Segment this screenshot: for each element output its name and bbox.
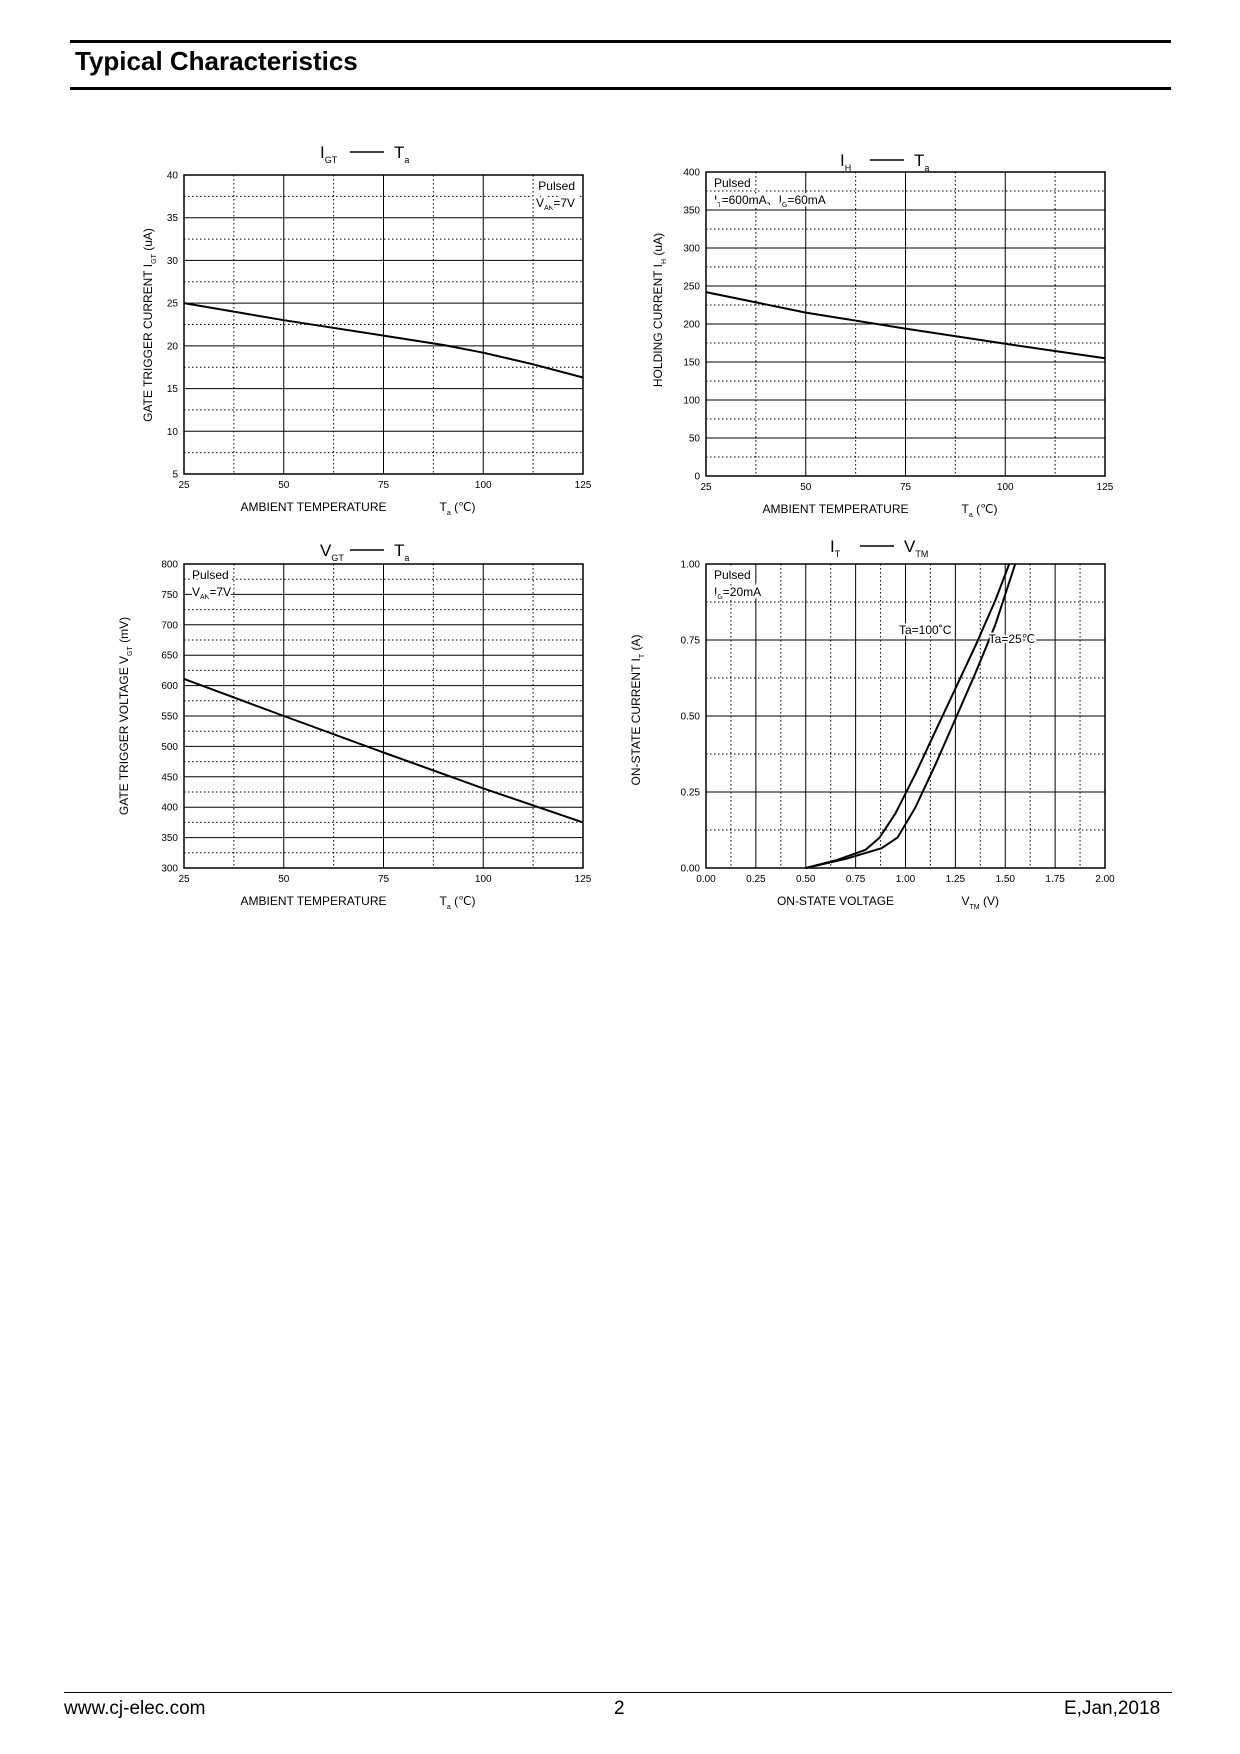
chart-title: $I_H$ [840, 151, 852, 173]
y-tick-label: 750 [161, 589, 178, 601]
annotation-line: $I_T=600mA$、$I_G=60mA$ [714, 193, 826, 209]
y-tick-label: 700 [161, 620, 178, 632]
y-tick-label: 15 [166, 384, 178, 396]
y-tick-label: 150 [683, 357, 700, 369]
x-tick-label: 1.50 [995, 874, 1015, 885]
annotation-line: Pulsed [538, 179, 575, 193]
y-tick-label: 0.00 [680, 863, 700, 875]
y-tick-label: 50 [688, 433, 700, 445]
x-tick-label: 75 [377, 480, 390, 491]
annotation-line: $V_{AK}=7V$ [535, 196, 575, 212]
footer-revision: E,Jan,2018 [1064, 1698, 1161, 1719]
page-title: Typical Characteristics [75, 46, 358, 76]
x-tick-label: 75 [377, 874, 390, 885]
y-tick-label: 350 [683, 205, 700, 217]
x-tick-label: 1.75 [1045, 874, 1065, 885]
y-tick-label: 250 [683, 281, 700, 293]
y-tick-label: 650 [161, 650, 178, 662]
chart-igt [141, 143, 592, 517]
y-axis-label: GATE TRIGGER VOLTAGE $V_{GT}$ (mV) [117, 616, 134, 816]
y-tick-label: 20 [166, 341, 178, 353]
series-label: Ta=100˚C [899, 622, 952, 637]
y-tick-label: 600 [161, 681, 178, 693]
y-tick-label: 200 [683, 319, 700, 331]
y-tick-label: 300 [683, 243, 700, 255]
annotation-line: $V_{AK}=7V$ [192, 585, 232, 601]
x-tick-label: 50 [278, 874, 290, 885]
x-tick-label: 1.00 [895, 874, 916, 885]
chart-ih [651, 151, 1114, 519]
y-axis-label: ON-STATE CURRENT $I_T$ (A) [629, 634, 646, 786]
x-tick-label: 0.00 [696, 874, 716, 885]
y-tick-label: 0 [694, 471, 700, 483]
x-axis-symbol: $V_{TM}$ (V) [961, 894, 999, 911]
chart-it-vtm [629, 537, 1115, 911]
y-tick-label: 450 [161, 772, 178, 784]
y-tick-label: 30 [166, 255, 178, 267]
x-tick-label: 25 [700, 482, 712, 493]
x-tick-label: 100 [996, 482, 1014, 493]
x-axis-label: AMBIENT TEMPERATURE [240, 894, 387, 908]
chart-title: $V_{GT}$ [320, 541, 344, 563]
y-tick-label: 5 [172, 469, 178, 481]
x-tick-label: 25 [178, 480, 190, 491]
y-tick-label: 400 [683, 167, 700, 179]
chart-vgt [117, 541, 592, 911]
y-axis-label: GATE TRIGGER CURRENT $I_{GT}$ (uA) [141, 228, 158, 422]
x-axis-label: AMBIENT TEMPERATURE [240, 500, 387, 514]
x-tick-label: 0.75 [845, 874, 866, 885]
y-tick-label: 550 [161, 711, 178, 723]
y-tick-label: 500 [161, 741, 178, 753]
series-label: Ta=25℃ [988, 632, 1036, 647]
x-tick-label: 2.00 [1095, 874, 1115, 885]
annotation-line: Pulsed [714, 568, 751, 582]
annotation-line: Pulsed [714, 176, 751, 190]
x-tick-label: 125 [574, 480, 592, 491]
annotation-line: $I_G=20mA$ [714, 585, 762, 601]
y-tick-label: 100 [683, 395, 700, 407]
chart-title-vs: $V_{TM}$ [904, 537, 929, 559]
chart-title: $I_T$ [830, 537, 841, 559]
y-tick-label: 0.75 [680, 635, 700, 647]
x-tick-label: 1.25 [945, 874, 966, 885]
y-axis-label: HOLDING CURRENT $I_H$ (uA) [651, 232, 668, 388]
x-axis-symbol: $T_a$ (℃) [439, 894, 476, 911]
y-tick-label: 400 [161, 802, 178, 814]
chart-title-vs: $T_a$ [914, 151, 930, 173]
x-tick-label: 75 [899, 482, 912, 493]
x-tick-label: 0.50 [796, 874, 816, 885]
x-axis-symbol: $T_a$ (℃) [439, 500, 476, 517]
x-tick-label: 0.25 [746, 874, 766, 885]
x-tick-label: 25 [178, 874, 190, 885]
y-tick-label: 1.00 [680, 559, 700, 571]
y-tick-label: 800 [161, 559, 178, 571]
y-tick-label: 0.25 [680, 787, 700, 799]
y-tick-label: 350 [161, 833, 178, 845]
y-tick-label: 40 [166, 170, 178, 182]
x-tick-label: 100 [474, 874, 492, 885]
y-tick-label: 35 [166, 213, 178, 225]
y-tick-label: 25 [166, 298, 178, 310]
footer-page-number: 2 [614, 1698, 625, 1719]
x-tick-label: 100 [474, 480, 492, 491]
x-tick-label: 125 [574, 874, 592, 885]
chart-title-vs: $T_a$ [394, 143, 410, 165]
chart-title-vs: $T_a$ [394, 541, 410, 563]
y-tick-label: 0.50 [680, 711, 700, 723]
x-tick-label: 125 [1096, 482, 1114, 493]
x-axis-symbol: $T_a$ (℃) [961, 502, 998, 519]
chart-title: $I_{GT}$ [320, 143, 338, 165]
annotation-line: Pulsed [192, 568, 229, 582]
footer-rule [64, 1692, 1172, 1693]
x-tick-label: 50 [278, 480, 290, 491]
x-axis-label: AMBIENT TEMPERATURE [762, 502, 909, 516]
x-tick-label: 50 [800, 482, 812, 493]
y-tick-label: 10 [166, 426, 178, 438]
x-axis-label: ON-STATE VOLTAGE [776, 894, 895, 908]
footer-website: www.cj-elec.com [64, 1698, 206, 1719]
y-tick-label: 300 [161, 863, 178, 875]
